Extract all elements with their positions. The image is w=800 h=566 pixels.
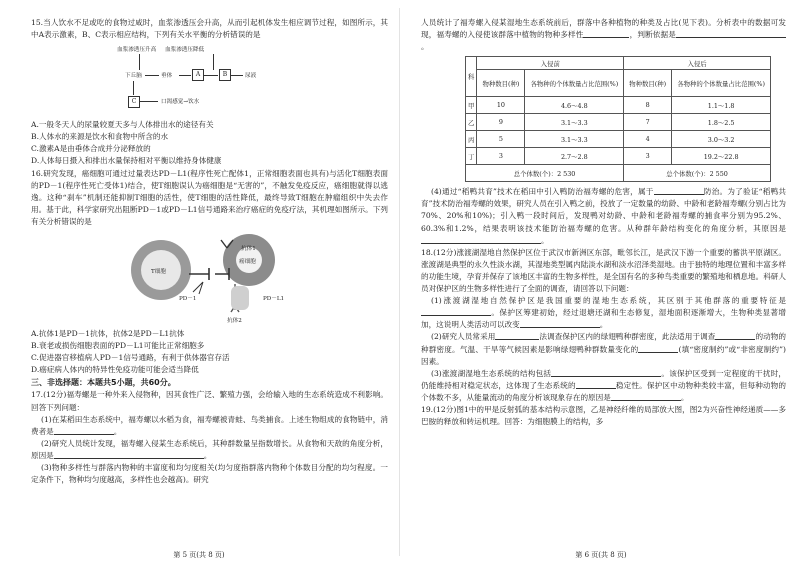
cell-ratio-after: 3.0～3.2 <box>672 131 771 148</box>
cell-total-after: 总个体数(个)：2 550 <box>624 165 771 182</box>
q17-sub-4-end: 。 <box>541 235 549 245</box>
q15-option-b: B.人体水的来源是饮水和食物中所含的水 <box>31 132 169 142</box>
col-ratio-before: 各物种的个体数量占比范围(%) <box>525 70 624 97</box>
q17-sub-2-end: 。 <box>203 450 212 460</box>
answer-blank[interactable] <box>495 331 539 340</box>
cell-num-after: 7 <box>624 114 672 131</box>
cell-ratio-after: 1.1～1.8 <box>672 97 771 114</box>
cell-ratio-before: 2.7～2.8 <box>525 148 624 165</box>
q18-sub-1 <box>421 295 786 331</box>
q17-continued <box>421 17 786 53</box>
q16-option-a: A.抗体1是PD－1抗体，抗体2是PD－L1抗体 <box>31 329 185 339</box>
q18-sub-3-text-2: 该保护区受到一定程度的干扰时，仍能维持相对稳定状态，这体现了生态系统的 <box>421 368 787 390</box>
answer-blank[interactable] <box>611 392 681 401</box>
col-family: 科 <box>466 57 477 97</box>
table-row <box>466 114 771 131</box>
cell-num-after: 4 <box>624 131 672 148</box>
table-row <box>466 131 771 148</box>
q18-sub-3 <box>421 368 786 404</box>
q17-sub-4-text-2: 防治。为了验证“稻鸭共育”技术防治福寿螺的效果，研究人员在引入鸭之前，投放了一定数量的幼龄、中龄和老龄福寿螺(分别占比为70%、20%和10%)；引入鸭一段时间后，发现鸭对幼龄、中龄和老龄福寿螺的捕食率分别为95.2%、60.3%和1.2%，结果表明该技术能防治福寿螺的危害。从种群年龄结构变化的角度分析，其原因是 <box>421 187 786 233</box>
q18-sub-3-mid: 。 <box>661 368 670 378</box>
diagram-top-label-2: 血浆渗透压降低 <box>165 47 205 54</box>
cell-num-before: 3 <box>477 148 525 165</box>
answer-blank[interactable] <box>676 29 786 38</box>
label-pdl1: PD－L1 <box>263 296 285 303</box>
cell-num-before: 10 <box>477 97 525 114</box>
q17-sub-3: (3)物种多样性与群落内物种的丰富度和均匀度相关(均匀度指群落内物种个体数目分配的均匀程度。一定条件下，物种均匀度越高，多样性也会越高)。研究 <box>31 462 388 485</box>
q18-stem: 18.(12分)涨渡湖湿地自然保护区位于武汉市新洲区东部，毗邻长江，是武汉下游一个重要的蓄洪平原湖区。涨渡湖是典型的永久性淡水湖，其湿地类型属内陆淡水湖和淡水沼泽类湿地。由于独特的地理位置和丰富多样的功能生境，孕育并保存了该地区丰富的生物多样性，是全国有名的多种鸟类重要的繁殖地和栖息地。科研人员对保护区的生物多样性进行了全面的调查，请回答以下问题： <box>421 247 786 294</box>
q17-continued-text: 人员统计了福寿螺入侵某湿地生态系统前后，群落中各种植物的种类及占比(见下表)。分析表中的数据可发现，福寿螺的入侵使该群落中植物的物种多样性 <box>421 18 786 40</box>
diagram-thirst: 口渴感觉→饮水 <box>161 99 200 106</box>
table-row <box>466 148 771 165</box>
answer-blank[interactable] <box>54 450 204 459</box>
q15-option-a: A.一般冬天人的尿量较夏天多与人体排出水的途径有关 <box>31 120 214 130</box>
q18-sub-2 <box>421 331 786 367</box>
q17-sub-4 <box>421 186 786 246</box>
q19-stem: 19.(12分)图1中的甲是反射弧的基本结构示意图，乙是神经纤维的局部放大图，图2为兴奋性神经递质——多巴胺的释放和转运机理。回答：为细胞膜上的结构，多 <box>421 404 786 427</box>
cell-ratio-after: 1.8～2.5 <box>672 114 771 131</box>
answer-blank[interactable] <box>583 29 629 38</box>
col-num-after: 物种数目(种) <box>624 70 672 97</box>
header-before: 入侵前 <box>477 57 624 70</box>
q18-sub-2-text-3: 的动物的种群密度。气温、干旱等气候因素是影响绿翅鸭种群数量变化的 <box>421 332 787 354</box>
q18-sub-3-text: (3)涨渡湖湿地生态系统的结构包括 <box>431 368 552 378</box>
cell-total-before: 总个体数(个)：2 530 <box>466 165 624 182</box>
answer-blank[interactable] <box>54 426 114 435</box>
col-ratio-after: 各物种的个体数量占比范围(%) <box>672 70 771 97</box>
answer-blank[interactable] <box>551 368 661 377</box>
diagram-top-label: 血浆渗透压升高 <box>117 47 157 54</box>
q15-option-d: D.人体每日摄入和排出水量保持相对平衡以维持身体健康 <box>31 156 222 166</box>
page-6-footer: 第 6 页(共 8 页) <box>575 551 627 559</box>
q17-continued-end: 。 <box>421 42 429 52</box>
cell-family: 乙 <box>466 114 477 131</box>
cell-num-before: 9 <box>477 114 525 131</box>
q18-sub-1-end: 。 <box>599 320 608 330</box>
q18-sub-1-text-2: 。保护区筹建初始，经过退塘还湖和生态修复，湿地面积逐渐增大，生物种类显著增加，这说明人类活动可以改变 <box>421 308 786 330</box>
header-after: 入侵后 <box>624 57 771 70</box>
q17-sub-1-end: 。 <box>113 426 122 436</box>
q15-option-c: C.激素A是由垂体合成并分泌释放的 <box>31 144 151 154</box>
label-antibody-2: 抗体2 <box>227 318 242 325</box>
cell-ratio-after: 19.2～22.8 <box>672 148 771 165</box>
cell-num-before: 5 <box>477 131 525 148</box>
label-t-cell: T细胞 <box>151 269 166 276</box>
diagram-pituitary: 垂体 <box>161 73 173 80</box>
diagram-box-a: A <box>192 69 204 81</box>
q18-sub-3-text-3: 稳定性。保护区中动物种类较丰富，但每种动物的个体数不多，从能量流动的角度分析该现象存在的原因是 <box>421 380 787 402</box>
page-5 <box>0 0 398 566</box>
q18-sub-2-text: (2)研究人员常采用 <box>431 332 496 342</box>
cell-family: 甲 <box>466 97 477 114</box>
q17-sub-1 <box>31 414 388 438</box>
diagram-box-b: B <box>219 69 231 81</box>
diagram-hypothalamus: 下丘脑 <box>125 73 142 80</box>
cell-num-after: 3 <box>624 148 672 165</box>
col-num-before: 物种数目(种) <box>477 70 525 97</box>
q17-stem: 17.(12分)福寿螺是一种外来入侵物种，因其食性广泛、繁殖力强，会给输入地的生态系统造成不利影响。回答下列问题： <box>31 390 388 412</box>
cell-family: 丁 <box>466 148 477 165</box>
diagram-urine: 尿液 <box>245 73 257 80</box>
table-total-row <box>466 165 771 182</box>
answer-blank[interactable] <box>715 331 755 340</box>
q16-stem: 16.研究发现，癌细胞可通过过量表达PD－L1(程序性死亡配体1，正常细胞表面也具有)与活化T细胞表面的PD－1(程序性死亡受体1)结合，使T细胞误认为癌细胞是“无害的”，不触发免疫反应，癌细胞就得以逃逸。这种“刹车”机制还能抑制T细胞的活性，使T细胞的活性降低，最终导致T细胞在肿瘤组织中失去作用。基于此，科学家研究出阻断PD－1或PD－L1信号通路来治疗癌症的免疫疗法，其机理如图所示。下列有关分析错误的是 <box>31 168 388 226</box>
q17-sub-4-text: (4)通过“稻鸭共育”技术在稻田中引入鸭防治福寿螺的危害，属于 <box>431 187 654 197</box>
answer-blank[interactable] <box>421 235 541 244</box>
answer-blank[interactable] <box>638 344 678 353</box>
cell-ratio-before: 3.1～3.3 <box>525 131 624 148</box>
answer-blank[interactable] <box>654 186 704 195</box>
q17-sub-1-text: (1)在某稻田生态系统中，福寿螺以水稻为食，福寿螺被青蛙、鸟类捕食。上述生物组成的食物链中，消费者是 <box>31 414 388 436</box>
q15-diagram <box>109 43 349 117</box>
species-table <box>465 56 771 182</box>
q18-sub-3-end: 。 <box>680 392 689 402</box>
page-5-footer: 第 5 页(共 8 页) <box>173 551 225 559</box>
q16-option-c: C.促进器官移植病人PD－1信号通路，有利于供体器官存活 <box>31 353 230 363</box>
answer-blank[interactable] <box>576 380 616 389</box>
page-6 <box>402 0 800 566</box>
answer-blank[interactable] <box>421 307 491 316</box>
section-3-heading: 三、非选择题：本题共5小题，共60分。 <box>31 378 176 388</box>
q18-sub-2-end: (填“密度制约”或“非密度制约”)因素。 <box>421 344 786 366</box>
q15-stem: 15.当人饮水不足或吃的食物过咸时，血浆渗透压会升高，从而引起机体发生相应调节过程，如图所示，其中A表示激素，B、C表示相应结构，下列有关水平衡的分析错误的是 <box>31 18 388 40</box>
label-antibody-1: 抗体1 <box>241 246 256 253</box>
q17-sub-2-text: (2)研究人员统计发现，福寿螺入侵某生态系统后，其种群数量呈指数增长。从食物和天敌的角度分析，原因是 <box>31 438 388 460</box>
label-pd1: PD－1 <box>179 296 197 303</box>
table-row <box>466 97 771 114</box>
answer-blank[interactable] <box>520 319 600 328</box>
cell-ratio-before: 3.1～3.3 <box>525 114 624 131</box>
label-cancer-cell: 癌细胞 <box>239 259 256 266</box>
q18-sub-2-text-2: 法调查保护区内的绿翅鸭种群密度，此法适用于调查 <box>539 332 716 342</box>
q17-continued-text-2: ，判断依据是 <box>629 30 677 40</box>
diagram-box-c: C <box>128 96 140 108</box>
cell-ratio-before: 4.6～4.8 <box>525 97 624 114</box>
q17-sub-2 <box>31 438 388 462</box>
q16-option-d: D.癌症病人体内的特异性免疫功能可能会适当降低 <box>31 365 199 375</box>
cell-num-after: 8 <box>624 97 672 114</box>
page-divider <box>399 8 400 556</box>
q16-figure <box>123 230 363 326</box>
q18-sub-1-text: (1)涨渡湖湿地自然保护区是我国重要的湿地生态系统，其区别于其他群落的重要特征是 <box>431 296 786 306</box>
cell-family: 丙 <box>466 131 477 148</box>
q16-option-b: B.衰老或损伤细胞表面的PD－L1可能比正常细胞多 <box>31 341 205 351</box>
